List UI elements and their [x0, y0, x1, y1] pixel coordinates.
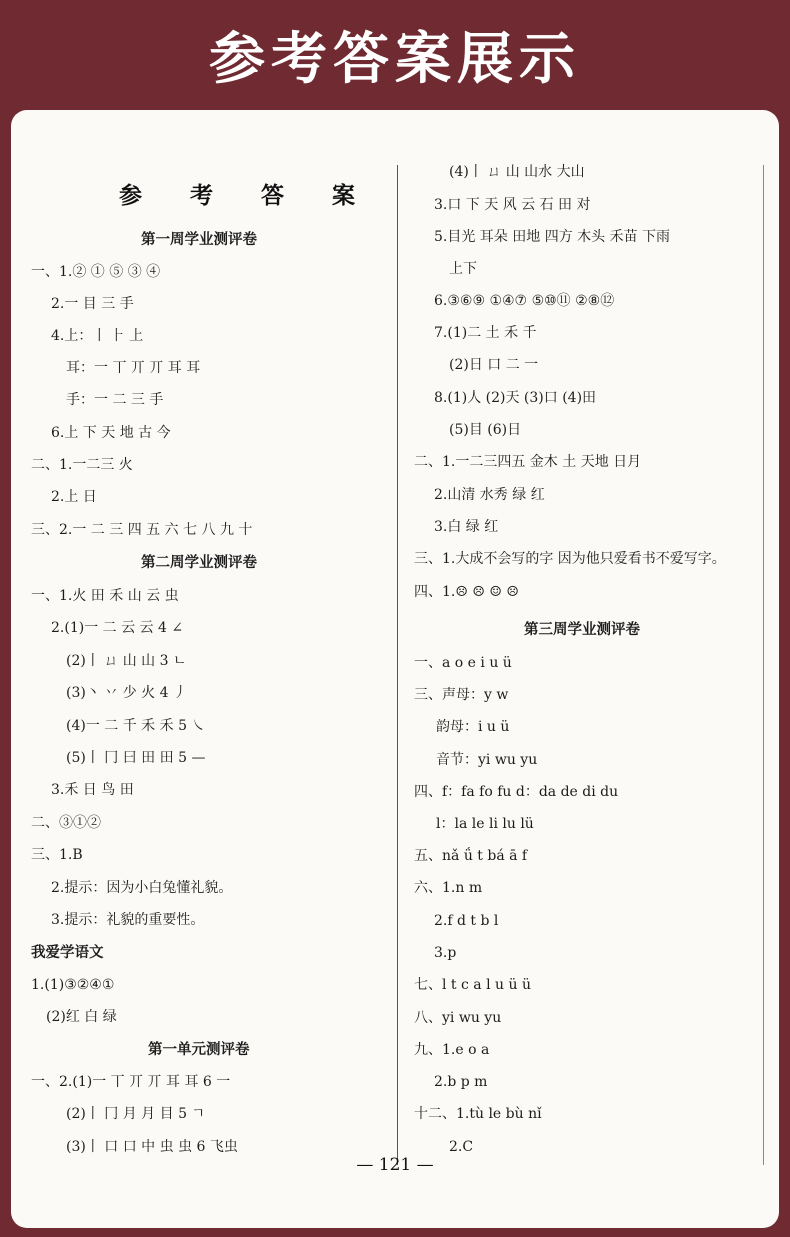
banner	[0, 0, 790, 110]
answer-line: 2.山清 水秀 绿 红	[434, 487, 545, 503]
answer-line: 一、a o e i u ü	[414, 655, 512, 671]
answer-line: 1.(1)③②④①	[31, 977, 115, 993]
answer-line: 7.(1)二 土 禾 千	[434, 325, 537, 341]
answer-line: 二、1.一二三 火	[31, 457, 133, 473]
section-heading: 第一周学业测评卷	[141, 232, 257, 248]
answer-line: 3.口 下 天 风 云 石 田 对	[434, 197, 591, 213]
answer-line: 四、f：fa fo fu d：da de di du	[414, 784, 619, 800]
answer-line: 3.提示：礼貌的重要性。	[51, 912, 205, 928]
answer-line: 8.(1)人 (2)天 (3)口 (4)田	[434, 390, 597, 406]
document-title: 参 考 答 案	[119, 182, 376, 209]
answer-line: 五、nǎ ǘ t bá ā f	[414, 848, 528, 864]
answer-line: 三、1.大成不会写的字 因为他只爱看书不爱写字。	[414, 551, 726, 567]
answer-line: 2.上 日	[51, 489, 97, 505]
answer-line: (4)丨 ㄩ 山 山水 大山	[449, 164, 585, 180]
answer-line: (5)目 (6)日	[449, 422, 522, 438]
answer-line: 三、2.一 二 三 四 五 六 七 八 九 十	[31, 522, 253, 538]
answer-sheet-page	[11, 110, 779, 1228]
answer-line: 六、1.n m	[414, 880, 483, 896]
section-heading: 第三周学业测评卷	[524, 622, 640, 638]
answer-line: 韵母：i u ü	[436, 719, 510, 735]
answer-line: 3.白 绿 红	[434, 519, 499, 535]
answer-line: 2.b p m	[434, 1074, 488, 1090]
answer-line: (3)丨 口 口 中 虫 虫 6 飞虫	[66, 1139, 238, 1155]
answer-line: 2.提示：因为小白兔懂礼貌。	[51, 880, 233, 896]
answer-line: 八、yi wu yu	[414, 1010, 502, 1026]
answer-line: 2.C	[449, 1139, 474, 1155]
answer-line: (2)红 白 绿	[46, 1009, 117, 1025]
answer-line: 手：一 二 三 手	[66, 392, 164, 408]
section-heading: 第一单元测评卷	[148, 1042, 250, 1058]
answer-line: 二、③①②	[31, 815, 101, 831]
next-page-edge	[763, 165, 764, 1165]
answer-line: 一、2.(1)一 丅 丌 丌 耳 耳 6 一	[31, 1074, 231, 1090]
answer-line: 一、1.火 田 禾 山 云 虫	[31, 588, 179, 604]
answer-line: 3.p	[434, 945, 457, 961]
answer-line: 6.③⑥⑨ ①④⑦ ⑤⑩⑪ ②⑧⑫	[434, 293, 615, 309]
answer-line: 4.上：丨 ⺊ 上	[51, 328, 144, 344]
answer-line: 三、1.B	[31, 847, 83, 863]
answer-line: 2.f d t b l	[434, 913, 499, 929]
answer-line: (2)丨 ㄩ 山 山 3 ㄴ	[66, 653, 187, 669]
answer-line: l：la le li lu lü	[436, 816, 534, 832]
answer-line: (2)日 口 二 一	[449, 357, 539, 373]
banner-title: 参考答案展示	[209, 27, 581, 92]
answer-line: 2.一 目 三 手	[51, 296, 134, 312]
page-number: — 121 —	[356, 1155, 434, 1175]
answer-line: 5.目光 耳朵 田地 四方 木头 禾苗 下雨	[434, 229, 671, 245]
answer-line: 音节：yi wu yu	[436, 752, 538, 768]
answer-line: 6.上 下 天 地 古 今	[51, 425, 171, 441]
answer-line: 十二、1.tù le bù nǐ	[414, 1106, 542, 1122]
answer-line: 上下	[449, 261, 477, 277]
answer-line: 耳：一 丅 丌 丌 耳 耳	[66, 360, 201, 376]
section-heading: 第二周学业测评卷	[141, 555, 257, 571]
answer-line: 四、1.☹ ☹ ☺ ☹	[414, 584, 519, 600]
section-heading: 我爱学语文	[31, 945, 104, 961]
answer-line: 3.禾 日 鸟 田	[51, 782, 134, 798]
answer-line: 一、1.② ① ⑤ ③ ④	[31, 264, 161, 280]
column-divider	[397, 165, 398, 1165]
answer-line: (5)丨 冂 曰 田 田 5 —	[66, 750, 206, 766]
answer-line: (2)丨 冂 月 月 目 5 ㄱ	[66, 1106, 205, 1122]
answer-line: 二、1.一二三四五 金木 土 天地 日月	[414, 454, 642, 470]
answer-line: (4)一 二 千 禾 禾 5 ㇏	[66, 718, 206, 734]
answer-line: (3)丶 丷 少 火 4 丿	[66, 685, 187, 701]
answer-line: 七、l t c a l u ü ü	[414, 977, 531, 993]
answer-line: 三、声母：y w	[414, 687, 509, 703]
answer-line: 九、1.e o a	[414, 1042, 490, 1058]
answer-line: 2.(1)一 二 云 云 4 ∠	[51, 620, 184, 636]
